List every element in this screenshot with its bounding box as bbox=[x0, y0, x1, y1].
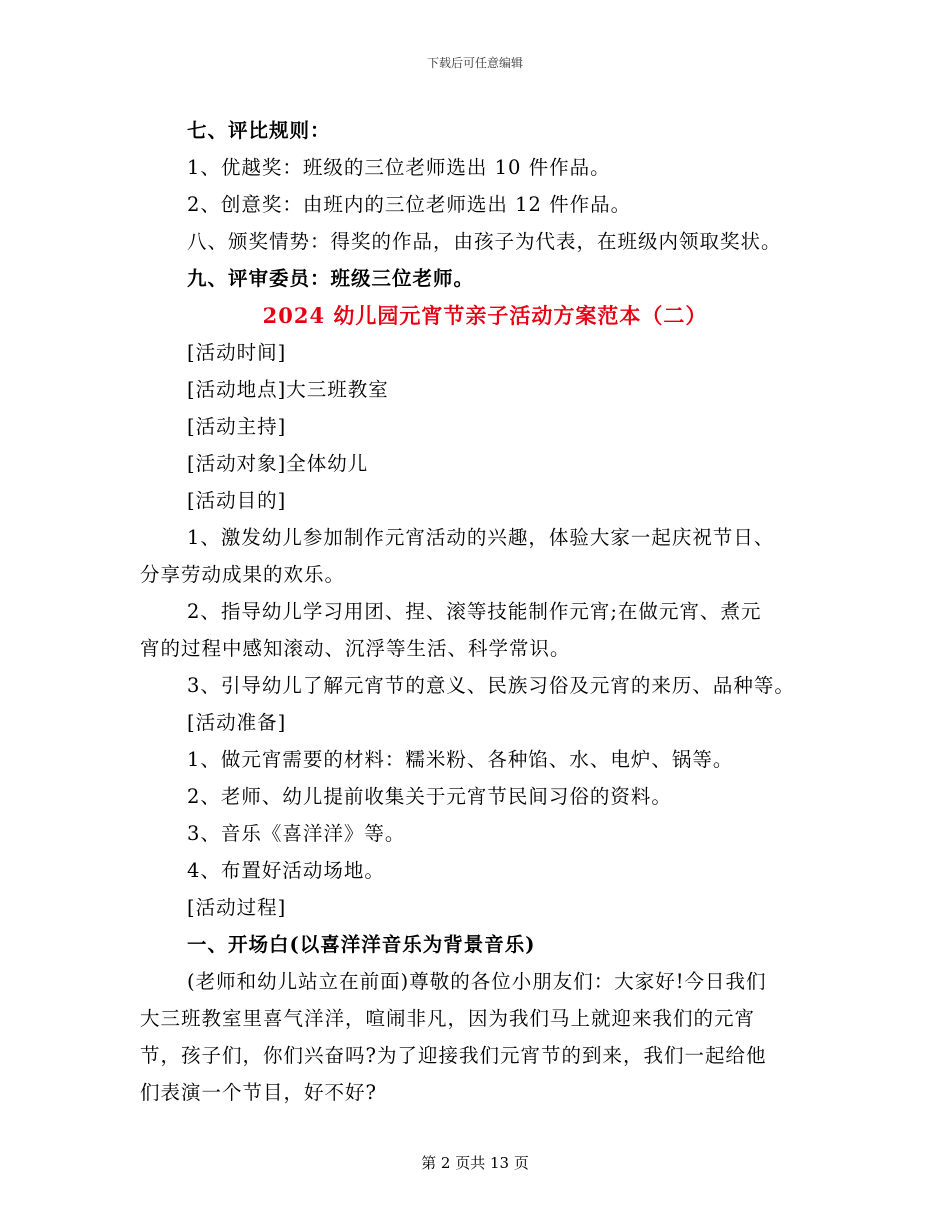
activity-goal-heading: [活动目的] bbox=[187, 489, 287, 512]
opening-line-4: 们表演一个节目，好不好? bbox=[140, 1081, 377, 1104]
prep-item-4: 4、布置好活动场地。 bbox=[187, 859, 385, 882]
goal-2-line-2: 宵的过程中感知滚动、沉浮等生活、科学常识。 bbox=[140, 637, 571, 660]
process-heading: [活动过程] bbox=[187, 896, 287, 919]
activity-host: [活动主持] bbox=[187, 415, 287, 438]
prep-item-3: 3、音乐《喜洋洋》等。 bbox=[187, 822, 406, 845]
prep-heading: [活动准备] bbox=[187, 711, 287, 734]
goal-3: 3、引导幼儿了解元宵节的意义、民族习俗及元宵的来历、品种等。 bbox=[187, 674, 795, 697]
jury-line: 九、评审委员：班级三位老师。 bbox=[187, 267, 475, 290]
opening-line-3: 节，孩子们，你们兴奋吗?为了迎接我们元宵节的到来，我们一起给他 bbox=[140, 1044, 767, 1067]
prep-item-1: 1、做元宵需要的材料：糯米粉、各种馅、水、电炉、锅等。 bbox=[187, 748, 734, 771]
header-note: 下载后可任意编辑 bbox=[426, 56, 523, 70]
opening-heading: 一、开场白(以喜洋洋音乐为背景音乐) bbox=[187, 933, 536, 956]
activity-place: [活动地点]大三班教室 bbox=[187, 378, 389, 401]
goal-2-line-1: 2、指导幼儿学习用团、捏、滚等技能制作元宵;在做元宵、煮元 bbox=[187, 600, 762, 623]
rules-item-1: 1、优越奖：班级的三位老师选出 10 件作品。 bbox=[187, 156, 611, 179]
prep-item-2: 2、老师、幼儿提前收集关于元宵节民间习俗的资料。 bbox=[187, 785, 672, 808]
page-number: 第 2 页共 13 页 bbox=[421, 1154, 529, 1172]
activity-time: [活动时间] bbox=[187, 341, 287, 364]
rules-heading: 七、评比规则： bbox=[187, 119, 331, 142]
goal-1-line-2: 分享劳动成果的欢乐。 bbox=[140, 563, 346, 586]
document-body bbox=[140, 112, 820, 1111]
opening-line-2: 大三班教室里喜气洋洋，喧闹非凡，因为我们马上就迎来我们的元宵 bbox=[140, 1007, 756, 1030]
award-line: 八、颁奖情势：得奖的作品，由孩子为代表，在班级内领取奖状。 bbox=[187, 230, 782, 253]
rules-item-2: 2、创意奖：由班内的三位老师选出 12 件作品。 bbox=[187, 193, 632, 216]
goal-1-line-1: 1、激发幼儿参加制作元宵活动的兴趣，体验大家一起庆祝节日、 bbox=[187, 526, 775, 549]
activity-target: [活动对象]全体幼儿 bbox=[187, 452, 369, 475]
opening-line-1: (老师和幼儿站立在前面)尊敬的各位小朋友们：大家好!今日我们 bbox=[187, 970, 767, 993]
section-title: 2024 幼儿园元宵节亲子活动方案范本（二） bbox=[262, 303, 708, 328]
